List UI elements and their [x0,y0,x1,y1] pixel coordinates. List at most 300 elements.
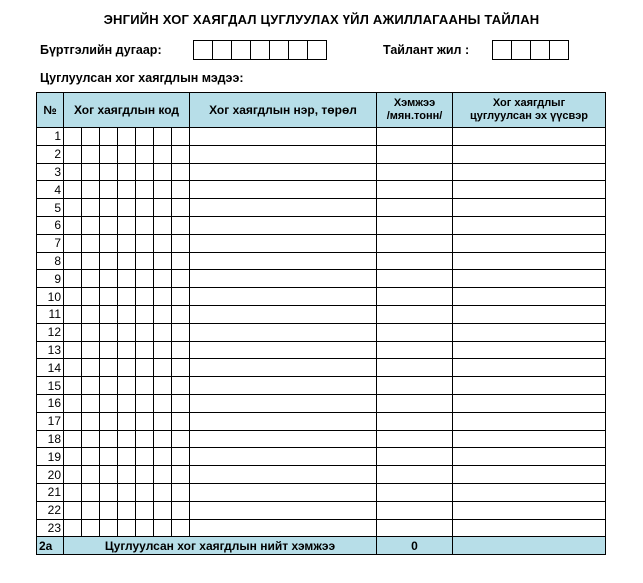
table-row [37,341,606,359]
code-digit-cell[interactable] [172,216,190,234]
table-row [37,181,606,199]
code-digit-cell[interactable] [136,234,154,252]
code-digit-cell[interactable] [64,199,82,217]
code-digit-cell[interactable] [64,483,82,501]
code-digit-cell[interactable] [82,252,100,270]
source-cell[interactable] [453,145,606,163]
code-digit-cell[interactable] [118,377,136,395]
code-digit-cell[interactable] [154,412,172,430]
code-digit-cell[interactable] [154,288,172,306]
table-row [37,448,606,466]
source-cell[interactable] [453,483,606,501]
code-digit-cell[interactable] [64,270,82,288]
code-digit-cell[interactable] [136,199,154,217]
code-digit-cell[interactable] [64,430,82,448]
table-row [37,359,606,377]
code-digit-cell[interactable] [100,359,118,377]
code-digit-cell[interactable] [100,466,118,484]
code-digit-cell[interactable] [136,430,154,448]
source-cell[interactable] [453,394,606,412]
name-cell[interactable] [190,483,377,501]
row-number: 23 [37,519,64,537]
code-digit-cell[interactable] [172,466,190,484]
name-cell[interactable] [190,519,377,537]
code-digit-cell[interactable] [100,377,118,395]
code-digit-cell[interactable] [64,359,82,377]
code-digit-cell[interactable] [154,128,172,146]
name-cell[interactable] [190,448,377,466]
row-number: 6 [37,216,64,234]
code-digit-cell[interactable] [64,519,82,537]
code-digit-cell[interactable] [82,163,100,181]
code-digit-cell[interactable] [118,430,136,448]
code-digit-cell[interactable] [136,128,154,146]
total-value: 0 [377,537,453,555]
code-digit-cell[interactable] [64,163,82,181]
name-cell[interactable] [190,288,377,306]
table-row [37,270,606,288]
table-row [37,199,606,217]
code-digit-cell[interactable] [64,305,82,323]
code-digit-cell[interactable] [172,483,190,501]
table-row [37,430,606,448]
row-number: 13 [37,341,64,359]
code-digit-cell[interactable] [64,501,82,519]
code-digit-cell[interactable] [172,519,190,537]
code-digit-cell[interactable] [154,145,172,163]
amount-cell[interactable] [377,430,453,448]
amount-cell[interactable] [377,181,453,199]
code-digit-cell[interactable] [100,181,118,199]
code-digit-cell[interactable] [154,448,172,466]
amount-cell[interactable] [377,377,453,395]
name-cell[interactable] [190,305,377,323]
digit-box[interactable] [213,41,232,59]
source-cell[interactable] [453,377,606,395]
code-digit-cell[interactable] [118,448,136,466]
code-digit-cell[interactable] [82,483,100,501]
name-cell[interactable] [190,181,377,199]
row-number: 16 [37,394,64,412]
table-row [37,145,606,163]
name-cell[interactable] [190,128,377,146]
source-cell[interactable] [453,181,606,199]
col-header-source-line2: цуглуулсан эх үүсвэр [469,110,589,122]
code-digit-cell[interactable] [118,145,136,163]
table-row [37,394,606,412]
code-digit-cell[interactable] [118,305,136,323]
total-label: Цуглуулсан хог хаягдлын нийт хэмжээ [64,537,377,555]
code-digit-cell[interactable] [172,501,190,519]
amount-cell[interactable] [377,288,453,306]
name-cell[interactable] [190,270,377,288]
code-digit-cell[interactable] [118,270,136,288]
code-digit-cell[interactable] [136,359,154,377]
code-digit-cell[interactable] [82,359,100,377]
amount-cell[interactable] [377,163,453,181]
name-cell[interactable] [190,341,377,359]
code-digit-cell[interactable] [100,305,118,323]
code-digit-cell[interactable] [64,216,82,234]
amount-cell[interactable] [377,501,453,519]
source-cell[interactable] [453,466,606,484]
code-digit-cell[interactable] [172,448,190,466]
name-cell[interactable] [190,501,377,519]
source-cell[interactable] [453,288,606,306]
code-digit-cell[interactable] [64,181,82,199]
source-cell[interactable] [453,252,606,270]
digit-box[interactable] [308,41,326,59]
amount-cell[interactable] [377,448,453,466]
amount-cell[interactable] [377,323,453,341]
digit-box[interactable] [531,41,550,59]
name-cell[interactable] [190,430,377,448]
digit-box[interactable] [289,41,308,59]
code-digit-cell[interactable] [154,466,172,484]
code-digit-cell[interactable] [100,128,118,146]
code-digit-cell[interactable] [100,501,118,519]
code-digit-cell[interactable] [154,394,172,412]
amount-cell[interactable] [377,412,453,430]
code-digit-cell[interactable] [64,128,82,146]
code-digit-cell[interactable] [136,412,154,430]
code-digit-cell[interactable] [100,430,118,448]
code-digit-cell[interactable] [172,234,190,252]
amount-cell[interactable] [377,145,453,163]
source-cell[interactable] [453,305,606,323]
code-digit-cell[interactable] [154,323,172,341]
code-digit-cell[interactable] [82,394,100,412]
code-digit-cell[interactable] [82,466,100,484]
row-number: 11 [37,305,64,323]
code-digit-cell[interactable] [172,430,190,448]
table-row [37,128,606,146]
amount-cell[interactable] [377,252,453,270]
registration-number-label: Бүртгэлийн дугаар: [40,43,162,57]
digit-box[interactable] [232,41,251,59]
code-digit-cell[interactable] [82,145,100,163]
col-header-amount-line2: /мян.тонн/ [386,110,443,122]
code-digit-cell[interactable] [82,341,100,359]
code-digit-cell[interactable] [100,270,118,288]
code-digit-cell[interactable] [118,466,136,484]
code-digit-cell[interactable] [136,181,154,199]
table-row [37,466,606,484]
code-digit-cell[interactable] [82,323,100,341]
row-number: 14 [37,359,64,377]
code-digit-cell[interactable] [64,323,82,341]
code-digit-cell[interactable] [118,199,136,217]
amount-cell[interactable] [377,305,453,323]
code-digit-cell[interactable] [154,216,172,234]
name-cell[interactable] [190,234,377,252]
row-number: 17 [37,412,64,430]
code-digit-cell[interactable] [118,234,136,252]
code-digit-cell[interactable] [82,234,100,252]
digit-box[interactable] [251,41,270,59]
row-number: 7 [37,234,64,252]
code-digit-cell[interactable] [154,519,172,537]
code-digit-cell[interactable] [100,288,118,306]
amount-cell[interactable] [377,394,453,412]
code-digit-cell[interactable] [100,163,118,181]
code-digit-cell[interactable] [64,252,82,270]
table-row [37,252,606,270]
code-digit-cell[interactable] [100,448,118,466]
code-digit-cell[interactable] [118,359,136,377]
registration-number-boxes[interactable] [193,40,327,60]
code-digit-cell[interactable] [154,181,172,199]
source-cell[interactable] [453,216,606,234]
code-digit-cell[interactable] [64,466,82,484]
report-year-boxes[interactable] [492,40,569,60]
code-digit-cell[interactable] [172,145,190,163]
code-digit-cell[interactable] [100,145,118,163]
code-digit-cell[interactable] [82,430,100,448]
row-number: 21 [37,483,64,501]
code-digit-cell[interactable] [100,323,118,341]
code-digit-cell[interactable] [100,341,118,359]
code-digit-cell[interactable] [100,412,118,430]
source-cell[interactable] [453,128,606,146]
name-cell[interactable] [190,252,377,270]
section-label: Цуглуулсан хог хаягдлын мэдээ: [40,71,244,85]
code-digit-cell[interactable] [118,163,136,181]
row-number: 3 [37,163,64,181]
code-digit-cell[interactable] [64,412,82,430]
amount-cell[interactable] [377,234,453,252]
code-digit-cell[interactable] [136,466,154,484]
code-digit-cell[interactable] [172,341,190,359]
code-digit-cell[interactable] [172,252,190,270]
col-header-code: Хог хаягдлын код [64,93,190,128]
row-number: 15 [37,377,64,395]
code-digit-cell[interactable] [118,181,136,199]
code-digit-cell[interactable] [172,163,190,181]
col-header-source-line1: Хог хаягдлыг [492,97,566,109]
code-digit-cell[interactable] [64,448,82,466]
code-digit-cell[interactable] [154,270,172,288]
code-digit-cell[interactable] [172,323,190,341]
table-row [37,288,606,306]
code-digit-cell[interactable] [172,128,190,146]
code-digit-cell[interactable] [100,252,118,270]
code-digit-cell[interactable] [136,323,154,341]
amount-cell[interactable] [377,359,453,377]
code-digit-cell[interactable] [154,199,172,217]
code-digit-cell[interactable] [118,501,136,519]
col-header-amount-line1: Хэмжээ [393,97,436,109]
amount-cell[interactable] [377,341,453,359]
digit-box[interactable] [194,41,213,59]
total-row [37,537,606,555]
code-digit-cell[interactable] [136,483,154,501]
source-cell[interactable] [453,412,606,430]
row-number: 1 [37,128,64,146]
code-digit-cell[interactable] [82,216,100,234]
code-digit-cell[interactable] [82,288,100,306]
name-cell[interactable] [190,323,377,341]
code-digit-cell[interactable] [118,216,136,234]
table-row [37,519,606,537]
code-digit-cell[interactable] [136,252,154,270]
amount-cell[interactable] [377,199,453,217]
code-digit-cell[interactable] [154,359,172,377]
code-digit-cell[interactable] [82,199,100,217]
code-digit-cell[interactable] [118,323,136,341]
source-cell[interactable] [453,234,606,252]
waste-table [36,92,606,555]
row-number: 9 [37,270,64,288]
code-digit-cell[interactable] [136,216,154,234]
code-digit-cell[interactable] [100,483,118,501]
code-digit-cell[interactable] [154,483,172,501]
code-digit-cell[interactable] [154,341,172,359]
code-digit-cell[interactable] [136,305,154,323]
source-cell[interactable] [453,199,606,217]
code-digit-cell[interactable] [82,501,100,519]
code-digit-cell[interactable] [154,305,172,323]
row-number: 2 [37,145,64,163]
code-digit-cell[interactable] [82,412,100,430]
code-digit-cell[interactable] [64,145,82,163]
code-digit-cell[interactable] [136,270,154,288]
code-digit-cell[interactable] [64,288,82,306]
table-row [37,163,606,181]
total-index: 2а [37,537,64,555]
code-digit-cell[interactable] [82,305,100,323]
amount-cell[interactable] [377,466,453,484]
code-digit-cell[interactable] [136,501,154,519]
code-digit-cell[interactable] [118,128,136,146]
name-cell[interactable] [190,216,377,234]
amount-cell[interactable] [377,216,453,234]
code-digit-cell[interactable] [172,305,190,323]
name-cell[interactable] [190,394,377,412]
code-digit-cell[interactable] [172,359,190,377]
code-digit-cell[interactable] [172,199,190,217]
code-digit-cell[interactable] [154,501,172,519]
code-digit-cell[interactable] [154,430,172,448]
table-row [37,483,606,501]
code-digit-cell[interactable] [100,519,118,537]
code-digit-cell[interactable] [172,412,190,430]
amount-cell[interactable] [377,270,453,288]
source-cell[interactable] [453,270,606,288]
code-digit-cell[interactable] [118,519,136,537]
code-digit-cell[interactable] [118,288,136,306]
table-row [37,412,606,430]
source-cell[interactable] [453,359,606,377]
row-number: 19 [37,448,64,466]
code-digit-cell[interactable] [100,216,118,234]
code-digit-cell[interactable] [64,394,82,412]
table-row [37,501,606,519]
code-digit-cell[interactable] [136,288,154,306]
row-number: 18 [37,430,64,448]
table-row [37,216,606,234]
name-cell[interactable] [190,412,377,430]
code-digit-cell[interactable] [136,519,154,537]
code-digit-cell[interactable] [82,181,100,199]
code-digit-cell[interactable] [64,377,82,395]
code-digit-cell[interactable] [154,377,172,395]
code-digit-cell[interactable] [172,270,190,288]
amount-cell[interactable] [377,519,453,537]
code-digit-cell[interactable] [172,288,190,306]
table-header-row [37,93,606,128]
name-cell[interactable] [190,377,377,395]
amount-cell[interactable] [377,483,453,501]
col-header-source [453,93,606,128]
code-digit-cell[interactable] [82,128,100,146]
table-row [37,305,606,323]
code-digit-cell[interactable] [100,199,118,217]
source-cell[interactable] [453,341,606,359]
table-row [37,377,606,395]
col-header-amount [377,93,453,128]
code-digit-cell[interactable] [64,234,82,252]
code-digit-cell[interactable] [82,377,100,395]
code-digit-cell[interactable] [118,341,136,359]
digit-box[interactable] [270,41,289,59]
code-digit-cell[interactable] [154,252,172,270]
digit-box[interactable] [512,41,531,59]
code-digit-cell[interactable] [172,181,190,199]
col-header-name: Хог хаягдлын нэр, төрөл [190,93,377,128]
row-number: 4 [37,181,64,199]
code-digit-cell[interactable] [118,483,136,501]
source-cell[interactable] [453,501,606,519]
code-digit-cell[interactable] [118,394,136,412]
name-cell[interactable] [190,145,377,163]
code-digit-cell[interactable] [172,377,190,395]
source-cell[interactable] [453,448,606,466]
name-cell[interactable] [190,199,377,217]
code-digit-cell[interactable] [118,412,136,430]
source-cell[interactable] [453,323,606,341]
code-digit-cell[interactable] [136,145,154,163]
code-digit-cell[interactable] [136,341,154,359]
name-cell[interactable] [190,163,377,181]
source-cell[interactable] [453,163,606,181]
table-row [37,234,606,252]
code-digit-cell[interactable] [82,448,100,466]
code-digit-cell[interactable] [82,519,100,537]
code-digit-cell[interactable] [100,394,118,412]
table-row [37,323,606,341]
digit-box[interactable] [493,41,512,59]
source-cell[interactable] [453,519,606,537]
digit-box[interactable] [550,41,568,59]
code-digit-cell[interactable] [136,163,154,181]
code-digit-cell[interactable] [82,270,100,288]
name-cell[interactable] [190,466,377,484]
name-cell[interactable] [190,359,377,377]
code-digit-cell[interactable] [154,163,172,181]
code-digit-cell[interactable] [64,341,82,359]
code-digit-cell[interactable] [100,234,118,252]
code-digit-cell[interactable] [136,394,154,412]
source-cell[interactable] [453,430,606,448]
code-digit-cell[interactable] [136,448,154,466]
code-digit-cell[interactable] [172,394,190,412]
code-digit-cell[interactable] [118,252,136,270]
code-digit-cell[interactable] [154,234,172,252]
amount-cell[interactable] [377,128,453,146]
code-digit-cell[interactable] [136,377,154,395]
report-year-label: Тайлант жил : [383,43,470,57]
